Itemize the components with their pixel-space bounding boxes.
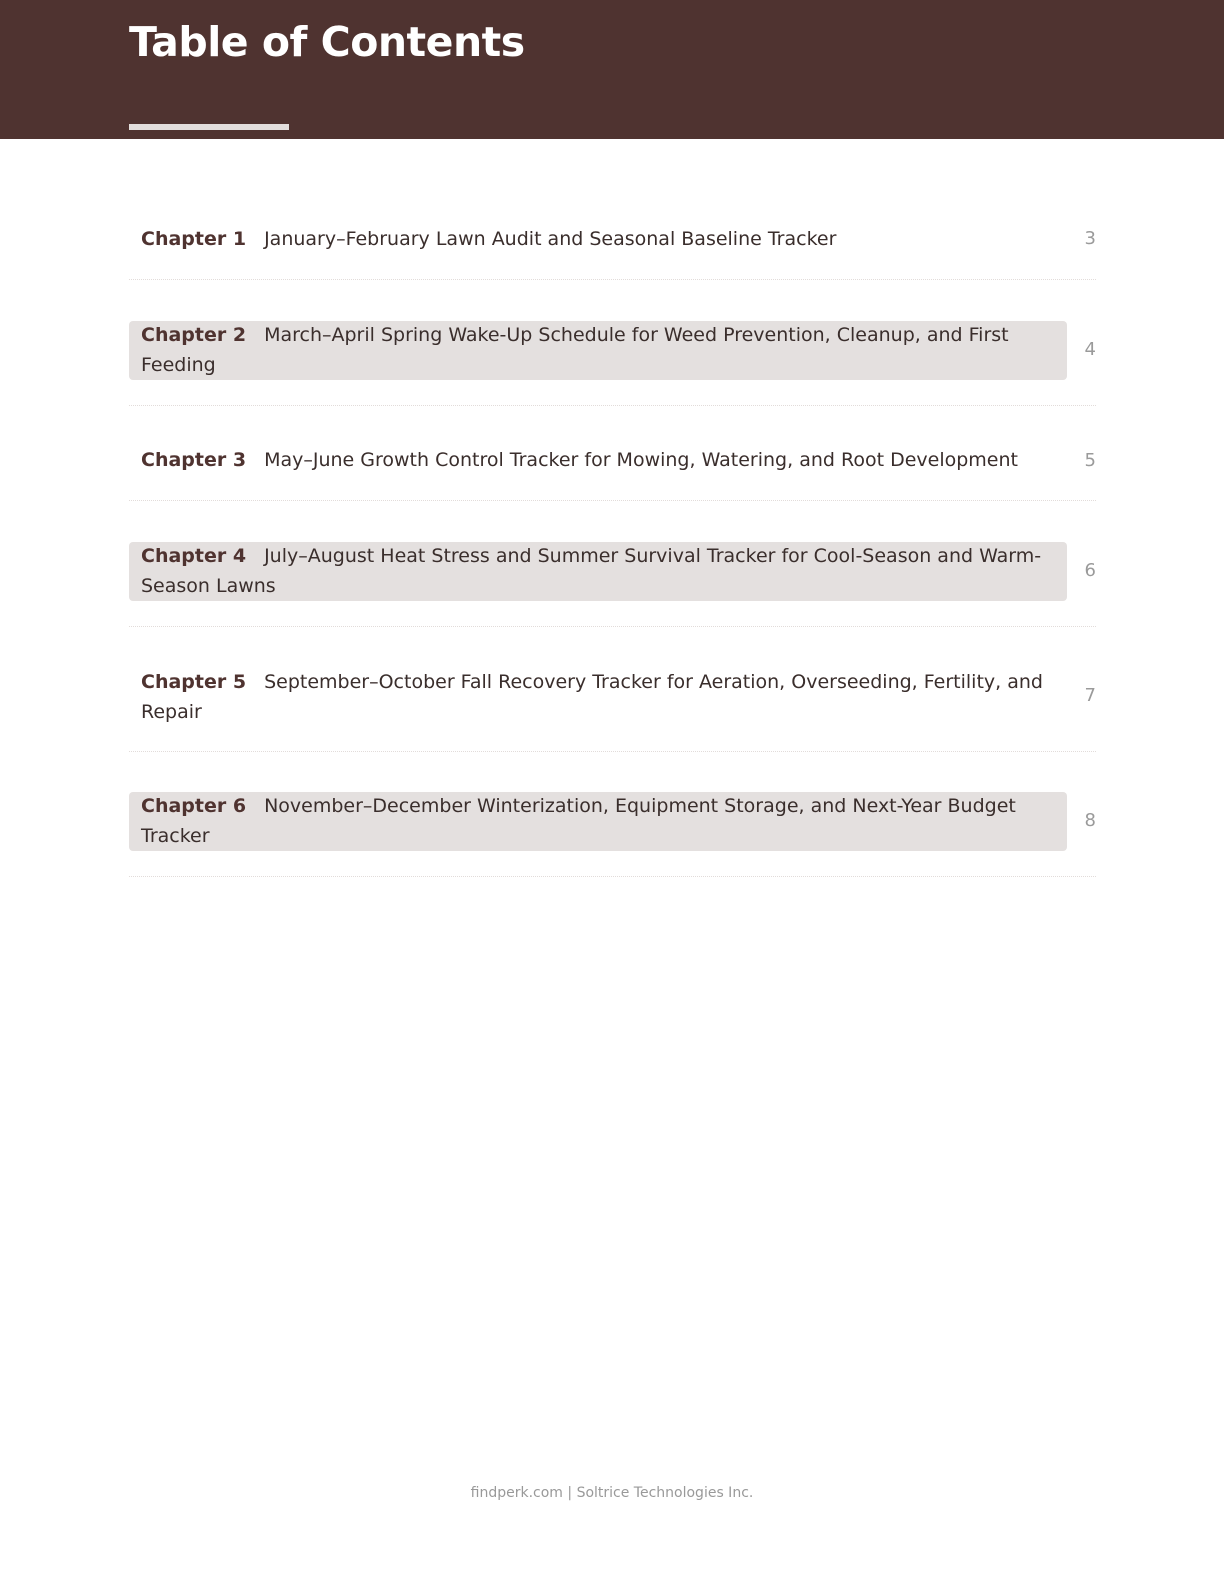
- chapter-label: Chapter 5: [141, 671, 247, 693]
- chapter-label: Chapter 4: [141, 545, 247, 567]
- page-number: 8: [1084, 810, 1096, 831]
- page-number: 5: [1084, 450, 1096, 471]
- toc-row-2[interactable]: [129, 321, 1096, 406]
- page-title: Table of Contents: [129, 18, 525, 66]
- title-underline: [129, 124, 289, 130]
- chapter-label: Chapter 2: [141, 324, 247, 346]
- page-number: 4: [1084, 339, 1096, 360]
- chapter-title: January–February Lawn Audit and Seasonal Baseline Tracker: [264, 228, 837, 250]
- toc-row-3[interactable]: [129, 432, 1096, 501]
- toc-entry: [129, 321, 1067, 380]
- toc-entry: [129, 668, 1067, 727]
- chapter-title: September–October Fall Recovery Tracker for Aeration, Overseeding, Fertility, and Repair: [141, 671, 1043, 723]
- toc-entry: [129, 225, 1067, 255]
- header-band: [0, 0, 1224, 139]
- chapter-label: Chapter 3: [141, 449, 247, 471]
- toc-entry: [129, 446, 1067, 476]
- chapter-title: March–April Spring Wake-Up Schedule for Weed Prevention, Cleanup, and First Feeding: [141, 324, 1009, 376]
- footer-text: findperk.com | Soltrice Technologies Inc.: [470, 1485, 754, 1501]
- chapter-title: November–December Winterization, Equipment Storage, and Next-Year Budget Tracker: [141, 795, 1016, 847]
- chapter-label: Chapter 1: [141, 228, 247, 250]
- chapter-title: July–August Heat Stress and Summer Survival Tracker for Cool-Season and Warm-Season Lawns: [141, 545, 1042, 597]
- page-number: 6: [1084, 560, 1096, 581]
- toc-entry: [129, 542, 1067, 601]
- toc-row-4[interactable]: [129, 542, 1096, 627]
- chapter-title: May–June Growth Control Tracker for Mowing, Watering, and Root Development: [264, 449, 1018, 471]
- toc-entry: [129, 792, 1067, 851]
- page-number: 7: [1084, 685, 1096, 706]
- toc-row-1[interactable]: [129, 211, 1096, 280]
- toc-row-5[interactable]: [129, 667, 1096, 752]
- page-number: 3: [1084, 228, 1096, 249]
- chapter-label: Chapter 6: [141, 795, 247, 817]
- toc-row-6[interactable]: [129, 792, 1096, 877]
